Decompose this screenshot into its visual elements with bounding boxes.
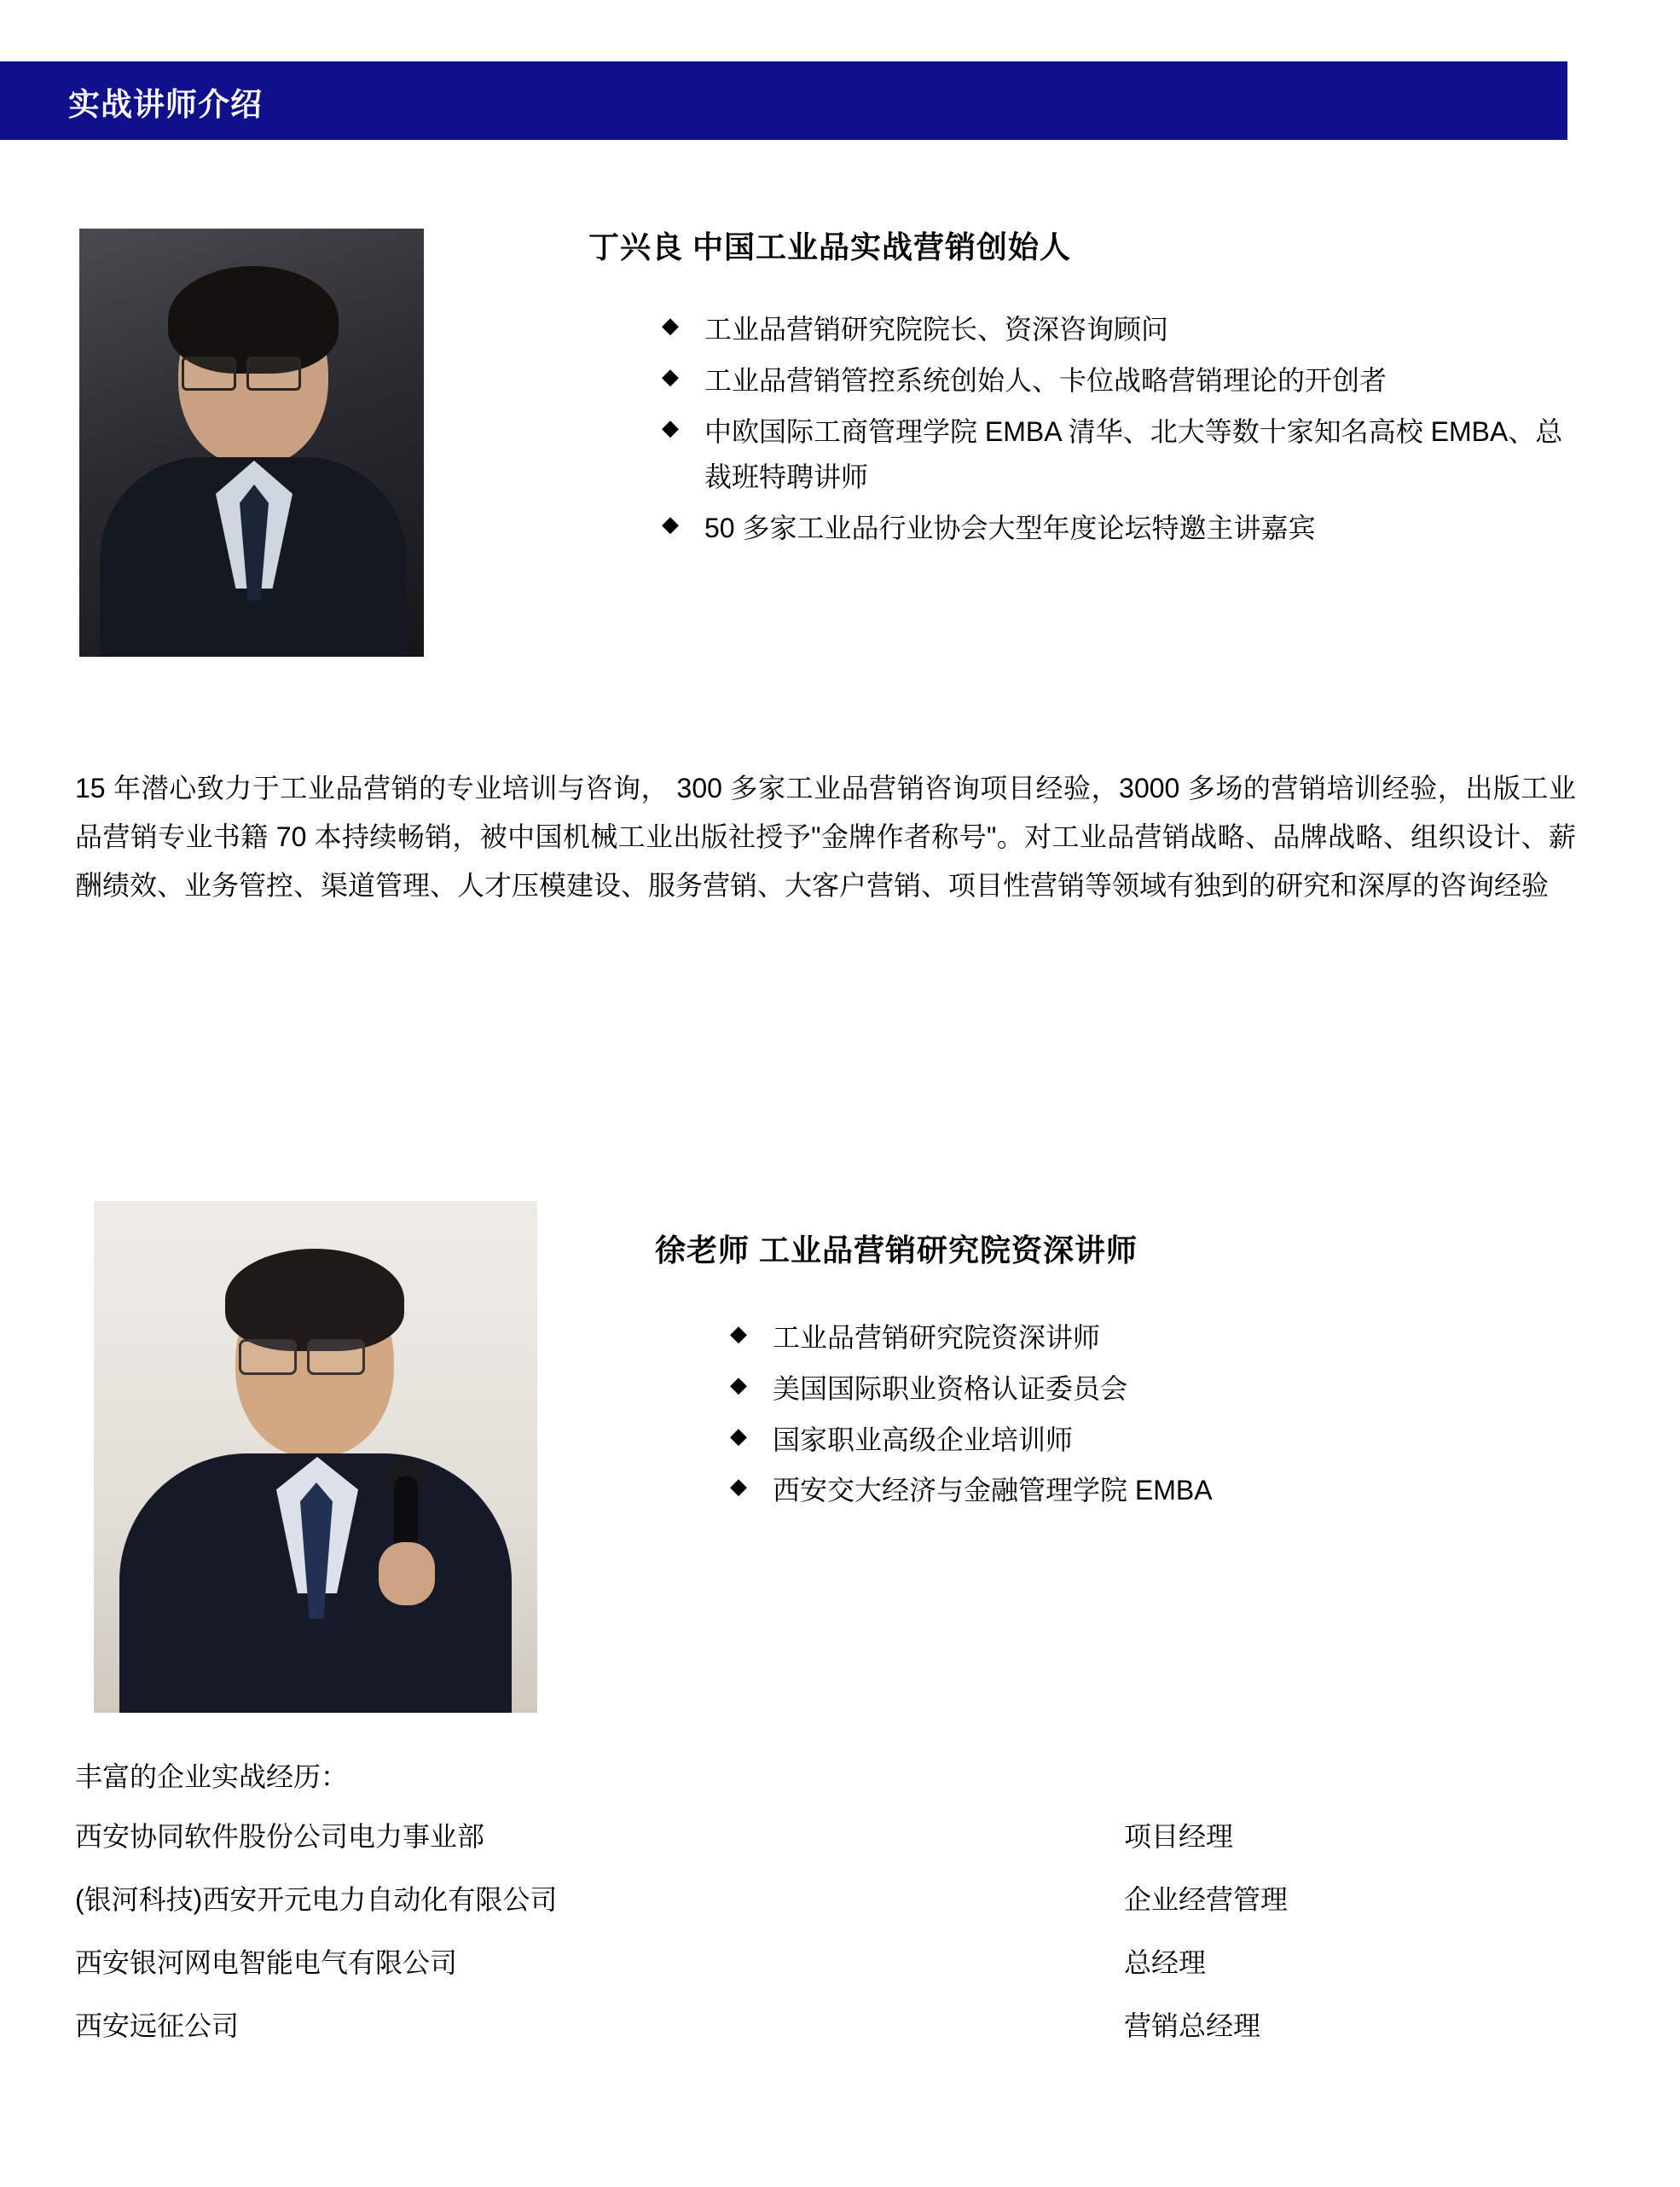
experience-company: 西安银河网电智能电气有限公司 — [75, 1947, 458, 1978]
portrait-hand — [379, 1542, 435, 1605]
list-item: ◆ 工业品营销研究院院长、资深咨询顾问 — [648, 307, 1586, 353]
list-item: ◆ 工业品营销管控系统创始人、卡位战略营销理论的开创者 — [648, 358, 1586, 404]
trainer-1-portrait — [79, 229, 424, 657]
table-row — [75, 1815, 1525, 1878]
experience-company: (银河科技)西安开元电力自动化有限公司 — [75, 1884, 558, 1915]
trainer-1-name: 丁兴良 中国工业品实战营销创始人 — [588, 229, 1072, 264]
portrait-glasses-right — [246, 357, 301, 391]
experience-company: 西安协同软件股份公司电力事业部 — [75, 1821, 485, 1852]
table-row — [75, 1878, 1525, 1941]
experience-role: 营销总经理 — [1124, 2010, 1261, 2041]
table-row — [75, 2004, 1525, 2068]
experience-table — [75, 1815, 1525, 2068]
list-item: ◆ 工业品营销研究院资深讲师 — [716, 1315, 1569, 1361]
experience-role: 总经理 — [1124, 1947, 1207, 1978]
list-item: ◆ 国家职业高级企业培训师 — [716, 1418, 1569, 1464]
portrait-hair — [225, 1249, 404, 1351]
trainer-2-portrait — [94, 1201, 537, 1713]
experience-company: 西安远征公司 — [75, 2010, 240, 2041]
list-item: ◆ 西安交大经济与金融管理学院 EMBA — [716, 1468, 1569, 1514]
experience-role: 企业经营管理 — [1124, 1884, 1289, 1915]
page-title: 实战讲师介绍 — [68, 87, 263, 122]
table-row — [75, 1941, 1525, 2004]
trainer-1-biography: 15 年潜心致力于工业品营销的专业培训与咨询， 300 多家工业品营销咨询项目经验，3000 多场的营销培训经验，出版工业品营销专业书籍 70 本持续畅销，被中国机械工业出版社授予"金牌作者称号"。对工业品营销战略、品牌战略、组织设计、薪酬绩效、业务管控、渠道管理、人才压模建设、服务营销、大客户营销、项目性营销等领域有独到的研究和深厚的咨询经验 — [75, 773, 1576, 901]
portrait-glasses-left — [239, 1339, 297, 1375]
list-item: ◆ 中欧国际工商管理学院 EMBA 清华、北大等数十家知名高校 EMBA、总裁班特聘讲师 — [648, 409, 1586, 502]
list-item: ◆ 50 多家工业品行业协会大型年度论坛特邀主讲嘉宾 — [648, 506, 1586, 552]
trainer-2-name: 徐老师 工业品营销研究院资深讲师 — [655, 1233, 1138, 1268]
portrait-glasses-left — [182, 357, 236, 391]
experience-role: 项目经理 — [1124, 1821, 1234, 1852]
trainer-1-credentials — [648, 307, 1586, 557]
experience-section-title: 丰富的企业实战经历： — [75, 1761, 349, 1792]
list-item: ◆ 美国国际职业资格认证委员会 — [716, 1366, 1569, 1413]
trainer-2-credentials — [716, 1315, 1569, 1519]
portrait-glasses-right — [307, 1339, 365, 1375]
